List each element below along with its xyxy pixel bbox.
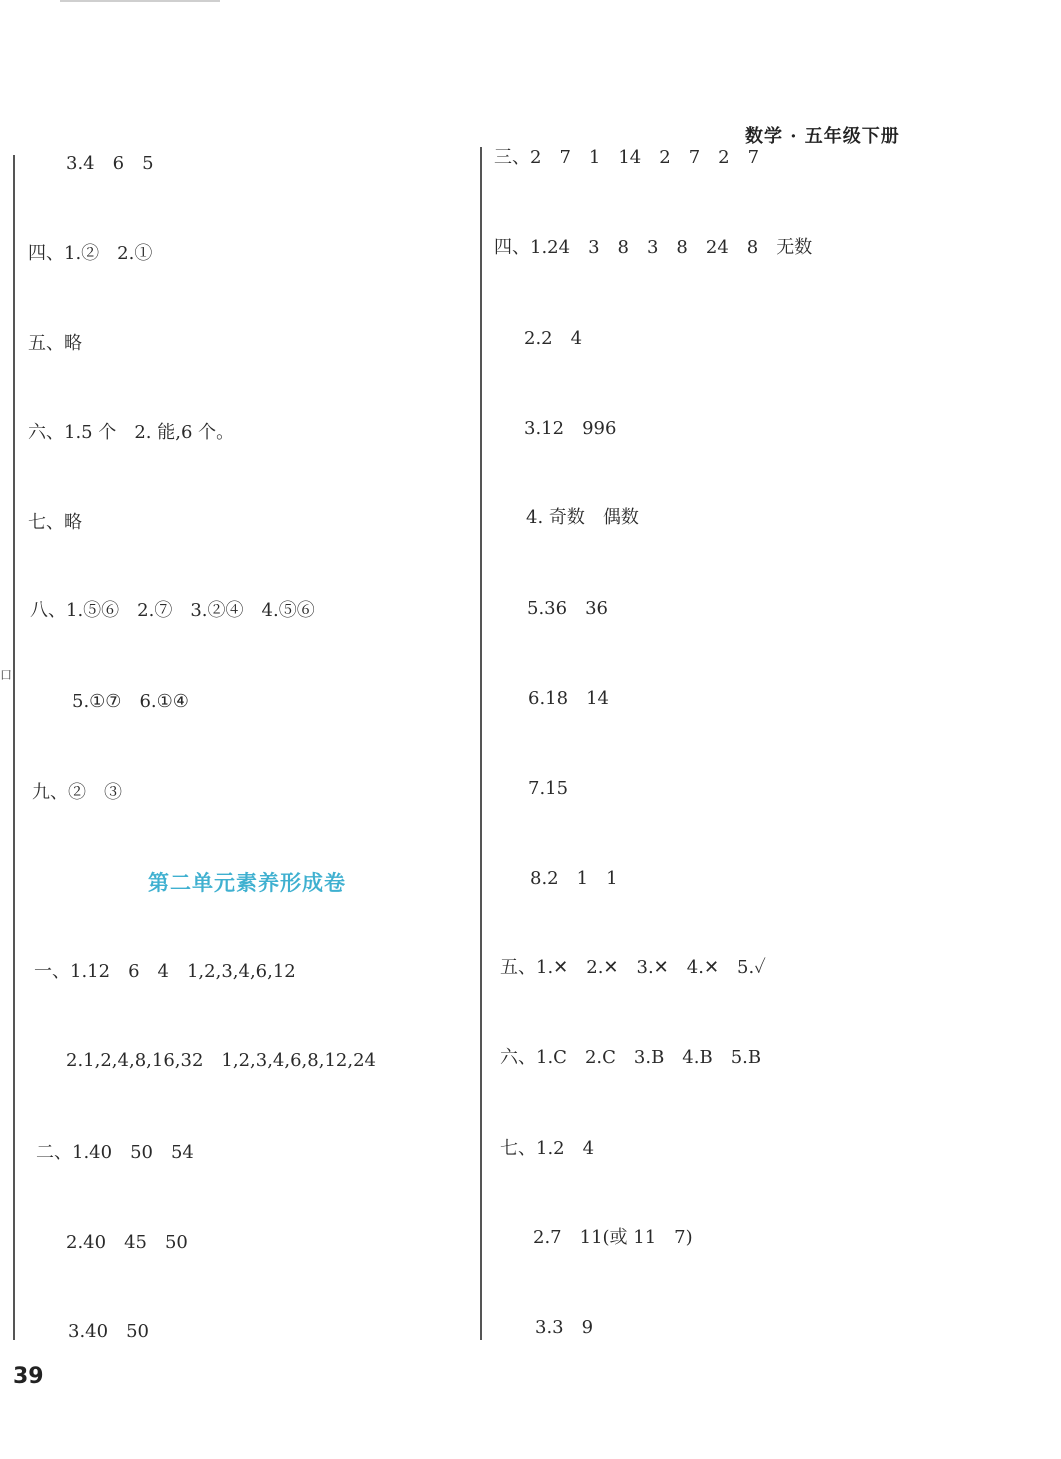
section-title: 第二单元素养形成卷 bbox=[148, 871, 346, 895]
edge-mark: 口 bbox=[0, 668, 13, 682]
answer-line: 2.40 45 50 bbox=[66, 1232, 188, 1253]
page-number: 39 bbox=[13, 1364, 44, 1389]
left-column-rule bbox=[13, 155, 15, 1340]
answer-line: 七、略 bbox=[28, 512, 82, 533]
answer-line: 4. 奇数 偶数 bbox=[526, 507, 639, 528]
answer-line: 四、1.24 3 8 3 8 24 8 无数 bbox=[494, 237, 813, 258]
answer-line: 一、1.12 6 4 1,2,3,4,6,12 bbox=[34, 961, 296, 982]
page-header: 数学 · 五年级下册 bbox=[745, 126, 900, 147]
answer-line: 2.1,2,4,8,16,32 1,2,3,4,6,8,12,24 bbox=[66, 1050, 376, 1071]
answer-line: 5.①⑦ 6.①④ bbox=[72, 691, 189, 712]
answer-line: 8.2 1 1 bbox=[530, 868, 618, 889]
answer-line: 5.36 36 bbox=[527, 598, 608, 619]
answer-line: 2.2 4 bbox=[524, 328, 583, 349]
top-rule bbox=[60, 0, 220, 2]
answer-line: 7.15 bbox=[528, 778, 569, 799]
answer-line: 6.18 14 bbox=[528, 688, 609, 709]
middle-column-rule bbox=[480, 147, 482, 1340]
answer-line: 四、1.② 2.① bbox=[28, 243, 153, 264]
answer-line: 3.3 9 bbox=[535, 1317, 594, 1338]
answer-line: 2.7 11(或 11 7) bbox=[533, 1227, 693, 1248]
answer-line: 五、略 bbox=[28, 333, 82, 354]
answer-line: 五、1.✕ 2.✕ 3.✕ 4.✕ 5.✓ bbox=[500, 957, 766, 978]
answer-line: 3.12 996 bbox=[524, 418, 617, 439]
answer-line: 七、1.2 4 bbox=[500, 1138, 595, 1159]
answer-line: 3.40 50 bbox=[68, 1321, 149, 1342]
answer-line: 六、1.5 个 2. 能,6 个。 bbox=[28, 422, 235, 443]
answer-line: 二、1.40 50 54 bbox=[36, 1142, 194, 1163]
answer-line: 六、1.C 2.C 3.B 4.B 5.B bbox=[500, 1047, 762, 1068]
answer-line: 3.4 6 5 bbox=[66, 153, 154, 174]
answer-line: 八、1.⑤⑥ 2.⑦ 3.②④ 4.⑤⑥ bbox=[30, 600, 315, 621]
answer-line: 三、2 7 1 14 2 7 2 7 bbox=[494, 147, 760, 168]
answer-line: 九、② ③ bbox=[32, 782, 122, 803]
